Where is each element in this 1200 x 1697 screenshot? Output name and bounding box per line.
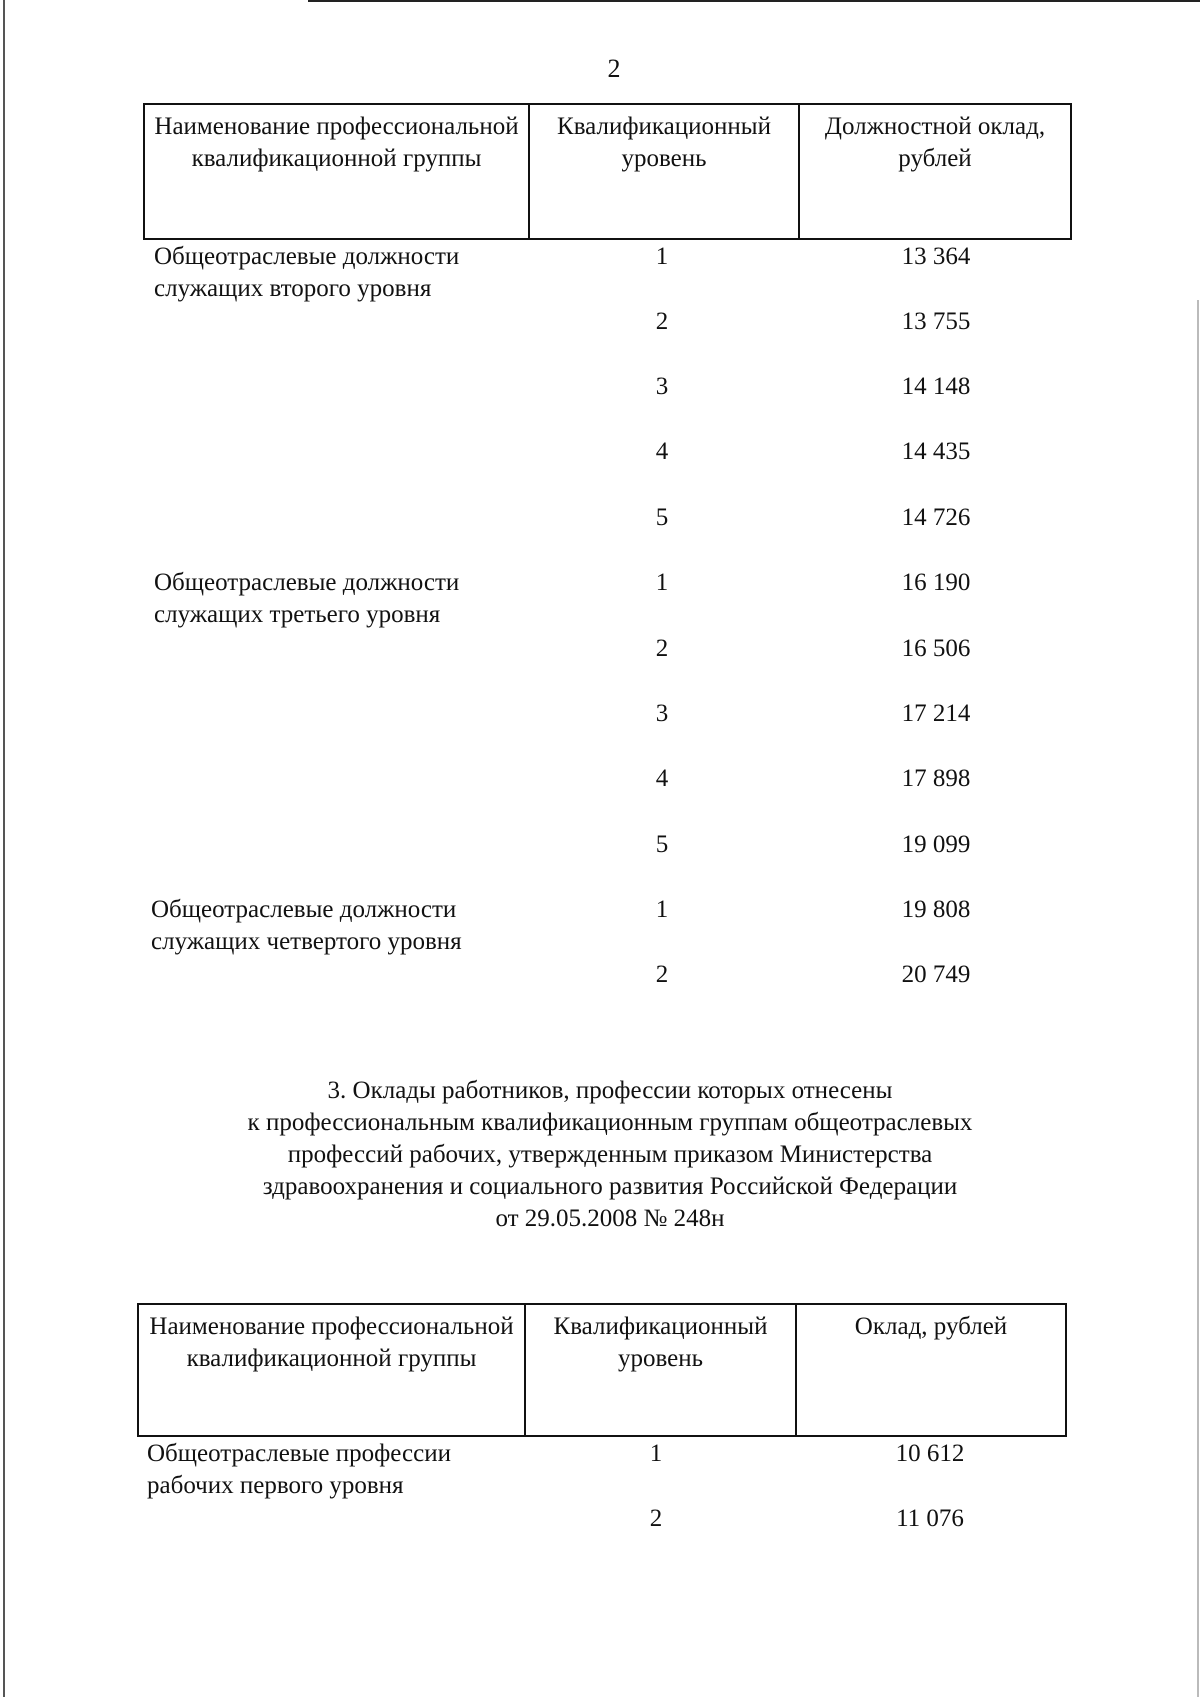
level-value: 3 [655,373,669,400]
level-value: 1 [655,896,669,923]
group-name: Общеотраслевые должности служащих четвертого уровня [151,896,462,955]
level-value: 2 [655,308,669,335]
table-row [154,633,1074,693]
salary-value: 19 099 [901,831,971,858]
level-value: 1 [655,243,669,270]
level-value: 1 [649,1440,663,1467]
page-number: 2 [607,54,621,83]
table1-header [143,103,1072,240]
table-row [154,829,1074,889]
section-title-line: к профессиональным квалификационным группам общеотраслевых [247,1109,973,1136]
table-row [154,306,1074,366]
group-name: Общеотраслевые профессии рабочих первого уровня [147,1440,451,1499]
salary-value: 17 898 [901,765,971,792]
salary-value: 10 612 [895,1440,965,1467]
table-row [147,1438,1067,1498]
table1-header-group: Наименование профессиональной квалификационной группы [145,105,530,238]
salary-value: 13 755 [901,308,971,335]
salary-value: 14 148 [901,373,971,400]
level-value: 1 [655,569,669,596]
table2-header [137,1303,1067,1437]
section-title-line: от 29.05.2008 № 248н [495,1205,725,1232]
level-value: 4 [655,438,669,465]
table-row [154,371,1074,431]
table-row [154,698,1074,758]
salary-value: 16 190 [901,569,971,596]
table2-header-level: Квалификационный уровень [526,1305,797,1435]
scan-edge-left [3,0,5,1697]
table1-header-salary: Должностной оклад, рублей [824,113,1046,172]
salary-value: 14 435 [901,438,971,465]
table-row [154,436,1074,496]
salary-value: 17 214 [901,700,971,727]
table-row [151,894,1071,954]
table-row [154,502,1074,562]
level-value: 2 [649,1505,663,1532]
level-value: 4 [655,765,669,792]
table-row [154,567,1074,627]
table1-header-level: Квалификационный уровень [530,105,800,238]
group-name: Общеотраслевые должности служащих второго уровня [154,243,460,302]
section-title-line: 3. Оклады работников, профессии которых отнесены [327,1077,893,1104]
table-row [154,241,1074,301]
scan-edge-right [1197,300,1199,1697]
salary-value: 20 749 [901,961,971,988]
level-value: 5 [655,831,669,858]
salary-value: 13 364 [901,243,971,270]
section-3-title [130,1075,1090,1235]
table2-header-group: Наименование профессиональной квалификационной группы [139,1305,526,1435]
table-row [151,959,1071,1019]
level-value: 2 [655,961,669,988]
table-row [147,1503,1067,1563]
group-name: Общеотраслевые должности служащих третьего уровня [154,569,460,628]
section-title-line: профессий рабочих, утвержденным приказом Министерства [287,1141,933,1168]
salary-value: 16 506 [901,635,971,662]
section-title-line: здравоохранения и социального развития Российской Федерации [262,1173,958,1200]
level-value: 3 [655,700,669,727]
level-value: 2 [655,635,669,662]
table2-header-salary: Оклад, рублей [854,1313,1008,1340]
salary-value: 14 726 [901,504,971,531]
table-row [154,763,1074,823]
salary-value: 11 076 [896,1505,964,1532]
scan-edge-top [308,0,1200,2]
salary-value: 19 808 [901,896,971,923]
level-value: 5 [655,504,669,531]
